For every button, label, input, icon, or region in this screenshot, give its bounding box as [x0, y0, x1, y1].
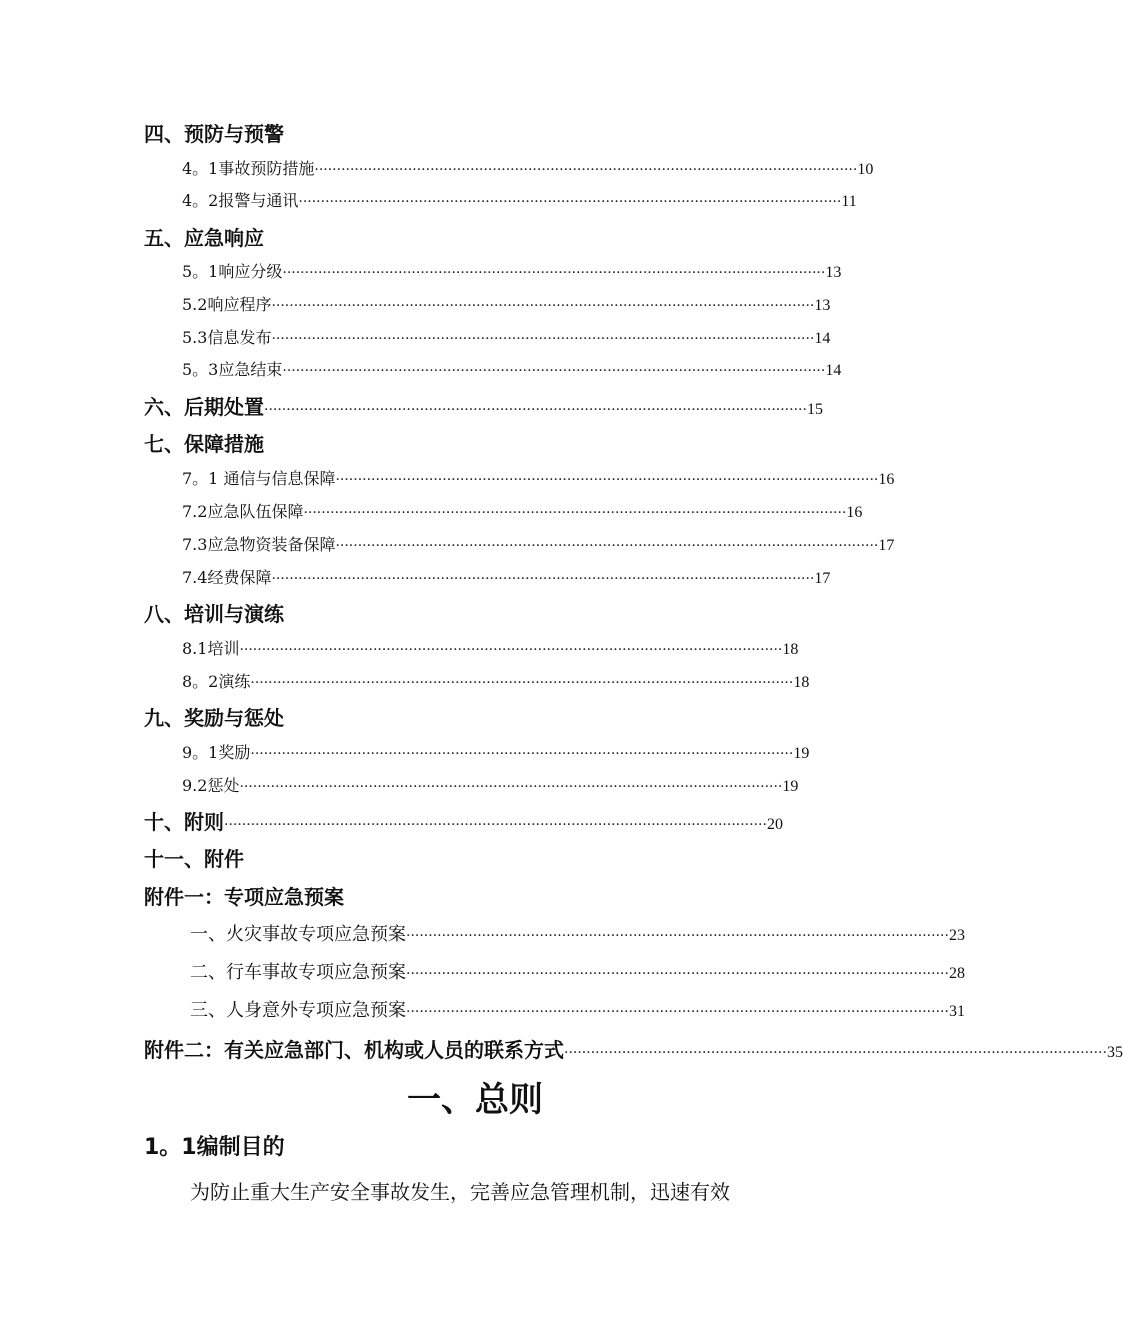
toc-leader: ··························································································································: [282, 265, 826, 281]
toc-leader: ··························································································································: [239, 642, 783, 658]
toc-page: 15: [806, 401, 823, 418]
toc-heading[interactable]: [144, 598, 284, 627]
toc-leader: ··························································································································: [564, 1045, 1107, 1061]
toc-label: 7。1 通信与信息保障: [182, 469, 336, 488]
toc-label: 附件一：专项应急预案: [144, 885, 344, 909]
toc-entry[interactable]: [182, 325, 831, 348]
toc-leader: ··························································································································: [271, 331, 815, 347]
toc-label: 九、奖励与惩处: [144, 706, 284, 730]
toc-label: 9。1奖励: [182, 743, 251, 762]
toc-page: 11: [841, 193, 857, 210]
toc-label: 7.4经费保障: [182, 568, 272, 587]
toc-leader: ··························································································································: [314, 162, 858, 178]
toc-label: 8.1培训: [182, 639, 240, 658]
toc-label: 5。1响应分级: [182, 262, 283, 281]
toc-entry[interactable]: [182, 740, 810, 763]
toc-heading[interactable]: [144, 881, 344, 910]
toc-page: 13: [825, 264, 842, 281]
toc-page: 23: [948, 927, 965, 944]
toc-heading[interactable]: [144, 843, 244, 872]
toc-page: 28: [948, 965, 965, 982]
toc-page: 14: [814, 330, 831, 347]
toc-entry[interactable]: [182, 188, 857, 211]
toc-entry[interactable]: [190, 920, 965, 946]
toc-heading[interactable]: [144, 428, 264, 457]
toc-leader: ··························································································································: [406, 966, 949, 982]
toc-heading[interactable]: [144, 118, 284, 147]
toc-leader: ··························································································································: [250, 746, 794, 762]
toc-entry[interactable]: [190, 958, 965, 984]
toc-label: 5。3应急结束: [182, 360, 283, 379]
toc-page: 18: [782, 641, 799, 658]
toc-label: 7.3应急物资装备保障: [182, 535, 336, 554]
toc-entry[interactable]: [182, 773, 799, 796]
toc-leader: ··························································································································: [271, 298, 815, 314]
toc-label: 8。2演练: [182, 672, 251, 691]
toc-label: 十一、附件: [144, 847, 244, 871]
toc-entry[interactable]: [182, 357, 842, 380]
toc-entry[interactable]: [182, 532, 895, 555]
toc-page: 18: [793, 674, 810, 691]
toc-label: 9.2惩处: [182, 776, 240, 795]
toc-leader: ··························································································································: [335, 538, 879, 554]
toc-heading[interactable]: [144, 702, 284, 731]
toc-entry[interactable]: [182, 499, 863, 522]
toc-page: 16: [878, 471, 895, 488]
toc-label: 三、人身意外专项应急预案: [190, 1000, 406, 1021]
toc-page: 17: [814, 570, 831, 587]
toc-page: 31: [948, 1003, 965, 1020]
toc-label: 附件二：有关应急部门、机构或人员的联系方式: [144, 1038, 564, 1062]
toc-label: 5.2响应程序: [182, 295, 272, 314]
toc-entry[interactable]: [182, 259, 842, 282]
toc-label: 7.2应急队伍保障: [182, 502, 304, 521]
toc-leader: ··························································································································: [224, 817, 767, 833]
toc-leader: ··························································································································: [239, 779, 783, 795]
toc-leader: ··························································································································: [335, 472, 879, 488]
toc-heading[interactable]: [144, 1034, 1123, 1063]
toc-entry[interactable]: [182, 565, 831, 588]
toc-label: 4。1事故预防措施: [182, 159, 315, 178]
toc-entry[interactable]: [182, 156, 874, 179]
toc-label: 四、预防与预警: [144, 122, 284, 146]
toc-label: 六、后期处置: [144, 395, 264, 419]
toc-leader: ··························································································································: [264, 402, 807, 418]
toc-label: 十、附则: [144, 810, 224, 834]
toc-leader: ··························································································································: [406, 928, 949, 944]
toc-label: 二、行车事故专项应急预案: [190, 962, 406, 983]
toc-leader: ··························································································································: [298, 194, 842, 210]
toc-heading[interactable]: [144, 391, 823, 420]
toc-entry[interactable]: [182, 466, 895, 489]
toc-leader: ··························································································································: [406, 1004, 949, 1020]
toc-page: 10: [857, 161, 874, 178]
toc-label: 五、应急响应: [144, 226, 264, 250]
toc-page: 20: [766, 816, 783, 833]
toc-label: 八、培训与演练: [144, 602, 284, 626]
toc-label: 七、保障措施: [144, 432, 264, 456]
toc-page: 17: [878, 537, 895, 554]
toc-label: 5.3信息发布: [182, 328, 272, 347]
toc-page: 19: [793, 745, 810, 762]
toc-page: 13: [814, 297, 831, 314]
chapter-title: 一、总则: [407, 1080, 543, 1120]
toc-leader: ··························································································································: [282, 363, 826, 379]
toc-heading[interactable]: [144, 222, 264, 251]
toc-label: 4。2报警与通讯: [182, 191, 299, 210]
toc-entry[interactable]: [182, 669, 810, 692]
toc-page: 19: [782, 778, 799, 795]
toc-heading[interactable]: [144, 806, 783, 835]
toc-page: 16: [846, 504, 863, 521]
toc-entry[interactable]: [182, 292, 831, 315]
section-title: 1。1编制目的: [144, 1135, 285, 1160]
toc-page: 35: [1106, 1044, 1123, 1061]
toc-leader: ··························································································································: [303, 505, 847, 521]
body-paragraph: 为防止重大生产安全事故发生，完善应急管理机制，迅速有效: [190, 1180, 730, 1204]
toc-entry[interactable]: [182, 636, 799, 659]
toc-page: 14: [825, 362, 842, 379]
toc-entry[interactable]: [190, 996, 965, 1022]
toc-label: 一、火灾事故专项应急预案: [190, 924, 406, 945]
toc-leader: ··························································································································: [250, 675, 794, 691]
toc-leader: ··························································································································: [271, 571, 815, 587]
